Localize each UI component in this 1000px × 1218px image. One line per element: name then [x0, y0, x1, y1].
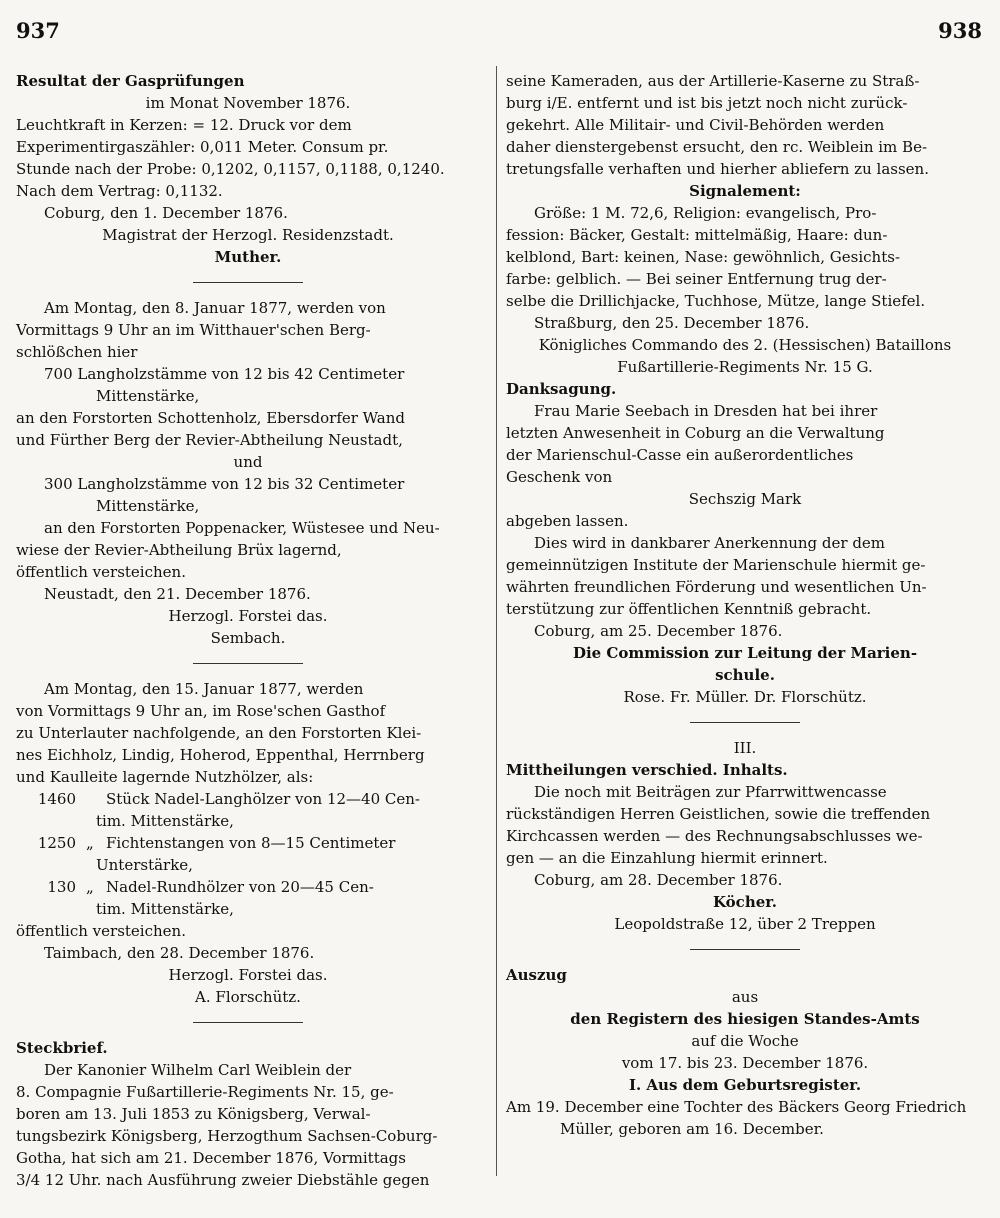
text-line: abgeben lassen. [506, 512, 629, 530]
text-line: vom 17. bis 23. December 1876. [621, 1054, 869, 1072]
thanks-title: Danksagung. [506, 380, 617, 398]
text-line: nes Eichholz, Lindig, Hoherod, Eppenthal, Herrnberg [16, 746, 425, 764]
text-line: Vormittags 9 Uhr an im Witthauer'schen Berg- [16, 321, 371, 339]
timber-auction-2 [16, 678, 480, 1008]
issuer-line: Fußartillerie-Regiments Nr. 15 G. [617, 358, 873, 376]
extract-title: Auszug [506, 966, 567, 984]
text-line: letzten Anwesenheit in Coburg an die Verwaltung [506, 424, 885, 442]
text-line: boren am 13. Juli 1853 zu Königsberg, Verwal- [16, 1105, 371, 1123]
page-number-right: 938 [938, 18, 982, 43]
text-line: an den Forstorten Poppenacker, Wüstesee und Neu- [44, 519, 440, 537]
text-line: terstützung zur öffentlichen Kenntniß gebracht. [506, 600, 872, 618]
thanks-notice [506, 378, 984, 708]
text-line: 8. Compagnie Fußartillerie-Regiments Nr. 15, ge- [16, 1083, 394, 1101]
list-item [16, 788, 480, 810]
text-line: Frau Marie Seebach in Dresden hat bei ihrer [534, 402, 878, 420]
text-line: aus [731, 988, 759, 1006]
timber-auction-1 [16, 297, 480, 649]
auction2-issuer: Herzogl. Forstei das. [168, 966, 328, 984]
text-line: selbe die Drillichjacke, Tuchhose, Mütze, lange Stiefel. [506, 292, 926, 310]
text-line: Geschenk von [506, 468, 613, 486]
item-text: Nadel-Rundhölzer von 20—45 Cen- [106, 878, 374, 896]
text-line: wiese der Revier-Abtheilung Brüx lagernd, [16, 541, 342, 559]
section-address: Leopoldstraße 12, über 2 Treppen [614, 915, 876, 933]
commission-line: Die Commission zur Leitung der Marien- [572, 644, 918, 662]
text-line: burg i/E. entfernt und ist bis jetzt noch nicht zurück- [506, 94, 908, 112]
text-line: auf die Woche [691, 1032, 799, 1050]
text-line: und Fürther Berg der Revier-Abtheilung Neustadt, [16, 431, 403, 449]
gas-issuer: Magistrat der Herzogl. Residenzstadt. [102, 226, 394, 244]
separator-rule [690, 722, 800, 723]
text-line: 3/4 12 Uhr. nach Ausführung zweier Diebstähle gegen [16, 1171, 430, 1189]
text-line: währten freundlichen Förderung und wesentlichen Un- [506, 578, 927, 596]
thanks-date: Coburg, am 25. December 1876. [534, 622, 783, 640]
text-line: Am Montag, den 8. Januar 1877, werden von [44, 299, 386, 317]
separator-rule [193, 663, 303, 664]
left-column [16, 70, 480, 1191]
gas-test-notice [16, 70, 480, 268]
text-line: Mittenstärke, [96, 497, 200, 515]
item-text: Stück Nadel-Langhölzer von 12—40 Cen- [106, 790, 420, 808]
ditto-mark [86, 788, 106, 810]
item-count: 130 [47, 878, 76, 896]
right-column [506, 70, 984, 1140]
text-line: Größe: 1 M. 72,6, Religion: evangelisch, Pro- [534, 204, 877, 222]
item-text: Unterstärke, [96, 856, 193, 874]
gas-line: Leuchtkraft in Kerzen: = 12. Druck vor dem [16, 116, 352, 134]
misc-section [506, 737, 984, 935]
text-line: Kirchcassen werden — des Rechnungsabschlusses we- [506, 827, 923, 845]
text-line: Sechszig Mark [688, 490, 802, 508]
item-count: 1460 [37, 790, 76, 808]
auction1-signer: Sembach. [210, 629, 286, 647]
text-line: und Kaulleite lagernde Nutzhölzer, als: [16, 768, 314, 786]
list-item [16, 876, 480, 898]
text-line: kelblond, Bart: keinen, Nase: gewöhnlich, Gesichts- [506, 248, 901, 266]
text-line: seine Kameraden, aus der Artillerie-Kaserne zu Straß- [506, 72, 920, 90]
gas-title: Resultat der Gasprüfungen [16, 72, 245, 90]
item-text: tim. Mittenstärke, [96, 812, 234, 830]
commission-line: schule. [715, 666, 775, 684]
text-line: Dies wird in dankbarer Anerkennung der dem [534, 534, 886, 552]
text-line: tretungsfalle verhaften und hierher abliefern zu lassen. [506, 160, 929, 178]
item-text: Fichtenstangen von 8—15 Centimeter [106, 834, 396, 852]
auction1-issuer: Herzogl. Forstei das. [168, 607, 328, 625]
section-title: Mittheilungen verschied. Inhalts. [506, 761, 788, 779]
warrant-notice [16, 1037, 480, 1191]
extract-subheading: I. Aus dem Geburtsregister. [628, 1076, 862, 1094]
gas-subtitle: im Monat November 1876. [145, 94, 351, 112]
gas-line: Nach dem Vertrag: 0,1132. [16, 182, 223, 200]
list-item [16, 832, 480, 854]
text-line: rückständigen Herren Geistlichen, sowie die treffenden [506, 805, 931, 823]
text-line: gen — an die Einzahlung hiermit erinnert. [506, 849, 828, 867]
text-line: öffentlich versteichen. [16, 922, 186, 940]
gas-line: Stunde nach der Probe: 0,1202, 0,1157, 0,1188, 0,1240. [16, 160, 445, 178]
auction2-signer: A. Florschütz. [195, 988, 301, 1006]
gas-signer: Muther. [214, 248, 282, 266]
auction1-date: Neustadt, den 21. December 1876. [44, 585, 311, 603]
text-line: an den Forstorten Schottenholz, Ebersdorfer Wand [16, 409, 406, 427]
gas-date: Coburg, den 1. December 1876. [44, 204, 288, 222]
signalement-title: Signalement: [689, 182, 801, 200]
text-line: farbe: gelblich. — Bei seiner Entfernung trug der- [506, 270, 887, 288]
text-line: 700 Langholzstämme von 12 bis 42 Centimeter [44, 365, 405, 383]
text-line: gemeinnützigen Institute der Marienschule hiermit ge- [506, 556, 926, 574]
text-line: daher dienstergebenst ersucht, den rc. Weiblein im Be- [506, 138, 928, 156]
text-line: gekehrt. Alle Militair- und Civil-Behörden werden [506, 116, 885, 134]
text-line: und [233, 453, 263, 471]
separator-rule [690, 949, 800, 950]
auction2-date: Taimbach, den 28. December 1876. [44, 944, 315, 962]
warrant-title: Steckbrief. [16, 1039, 108, 1057]
text-line: Der Kanonier Wilhelm Carl Weiblein der [44, 1061, 352, 1079]
text-line: tungsbezirk Königsberg, Herzogthum Sachsen-Coburg- [16, 1127, 438, 1145]
item-text: tim. Mittenstärke, [96, 900, 234, 918]
ditto-mark: „ [86, 878, 94, 896]
text-line: von Vormittags 9 Uhr an, im Rose'schen Gasthof [16, 702, 386, 720]
text-line: zu Unterlauter nachfolgende, an den Forstorten Klei- [16, 724, 422, 742]
thanks-signers: Rose. Fr. Müller. Dr. Florschütz. [623, 688, 867, 706]
text-line: Am 19. December eine Tochter des Bäckers Georg Friedrich [506, 1098, 967, 1116]
issuer-line: Königliches Commando des 2. (Hessischen) Bataillons [538, 336, 952, 354]
text-line: Am Montag, den 15. Januar 1877, werden [44, 680, 364, 698]
text-line: 300 Langholzstämme von 12 bis 32 Centimeter [44, 475, 405, 493]
text-line: der Marienschul-Casse ein außerordentliches [506, 446, 854, 464]
registry-extract [506, 964, 984, 1140]
warrant-continuation [506, 70, 984, 378]
page-number-left: 937 [16, 18, 60, 43]
ditto-mark: „ [86, 834, 94, 852]
text-line: fession: Bäcker, Gestalt: mittelmäßig, Haare: dun- [506, 226, 888, 244]
text-line: schlößchen hier [16, 343, 138, 361]
gas-line: Experimentirgaszähler: 0,011 Meter. Consum pr. [16, 138, 389, 156]
text-line: Mittenstärke, [96, 387, 200, 405]
section-numeral: III. [733, 739, 757, 757]
text-line: den Registern des hiesigen Standes-Amts [570, 1010, 920, 1028]
text-line: Die noch mit Beiträgen zur Pfarrwittwencasse [534, 783, 887, 801]
separator-rule [193, 282, 303, 283]
item-count: 1250 [37, 834, 76, 852]
warrant-date: Straßburg, den 25. December 1876. [534, 314, 810, 332]
text-line: Müller, geboren am 16. December. [560, 1120, 824, 1138]
section-signer: Köcher. [712, 893, 778, 911]
column-divider [496, 66, 497, 1176]
text-line: öffentlich versteichen. [16, 563, 186, 581]
separator-rule [193, 1022, 303, 1023]
section-date: Coburg, am 28. December 1876. [534, 871, 783, 889]
text-line: Gotha, hat sich am 21. December 1876, Vormittags [16, 1149, 406, 1167]
